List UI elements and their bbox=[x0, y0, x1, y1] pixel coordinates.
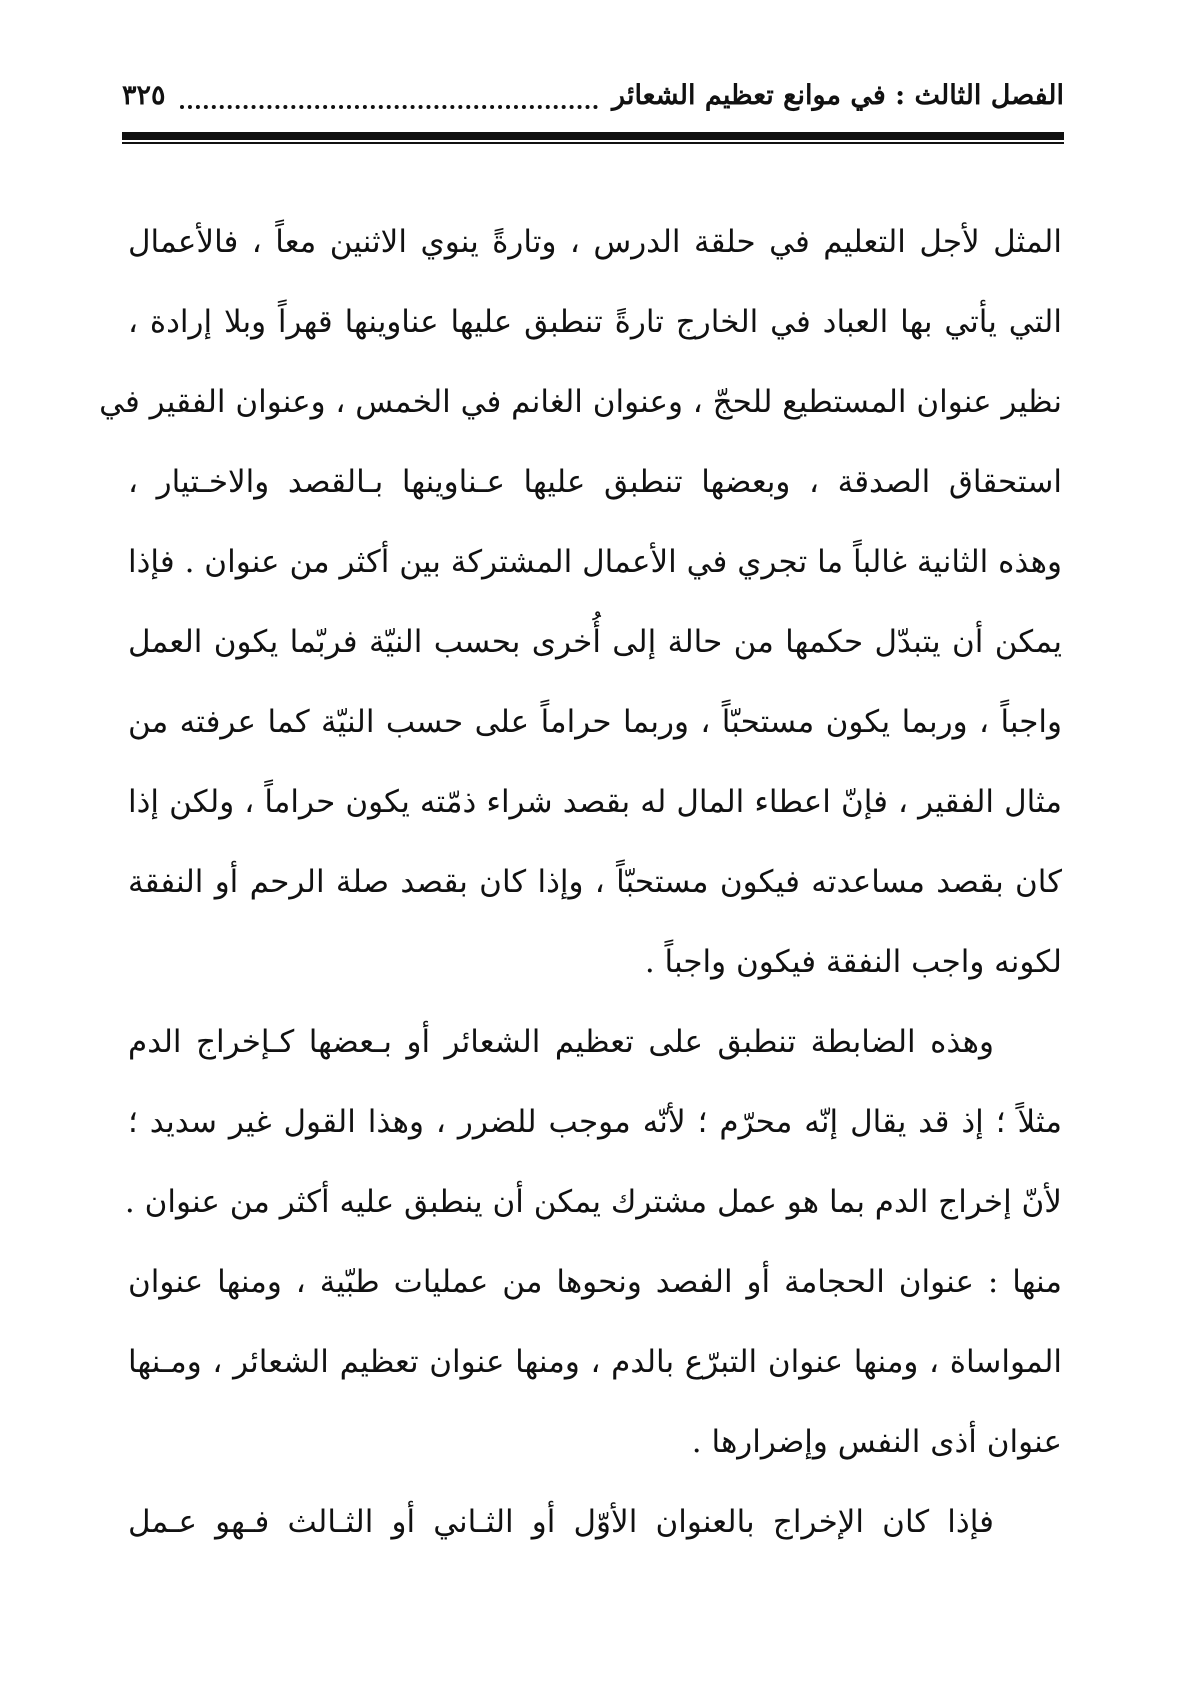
text-line: كان بقصد مساعدته فيكون مستحبّاً ، وإذا كان بقصد صلة الرحم أو النفقة bbox=[128, 864, 1062, 900]
text-line: التي يأتي بها العباد في الخارج تارةً تنطبق عليها عناوينها قهراً وبلا إرادة ، bbox=[128, 304, 1062, 340]
text-line: نظير عنوان المستطيع للحجّ ، وعنوان الغانم في الخمس ، وعنوان الفقير في bbox=[99, 384, 1062, 420]
paragraph-1 bbox=[99, 202, 1062, 1002]
text-line: عنوان أذى النفس وإضرارها . bbox=[691, 1424, 1062, 1460]
text-line: منها : عنوان الحجامة أو الفصد ونحوها من عمليات طبّية ، ومنها عنوان bbox=[128, 1264, 1062, 1300]
paragraph-3 bbox=[128, 1482, 1062, 1562]
text-line: مثلاً ؛ إذ قد يقال إنّه محرّم ؛ لأنّه موجب للضرر ، وهذا القول غير سديد ؛ bbox=[128, 1104, 1062, 1140]
text-line: يمكن أن يتبدّل حكمها من حالة إلى أُخرى بحسب النيّة فربّما يكون العمل bbox=[128, 624, 1062, 660]
dot-leader bbox=[180, 97, 599, 109]
text-line: واجباً ، وربما يكون مستحبّاً ، وربما حراماً على حسب النيّة كما عرفته من bbox=[128, 704, 1062, 740]
chapter-title: الفصل الثالث : في موانع تعظيم الشعائر bbox=[612, 79, 1064, 111]
text-line: وهذه الثانية غالباً ما تجري في الأعمال المشتركة بين أكثر من عنوان . فإذا bbox=[128, 544, 1062, 580]
text-line: المثل لأجل التعليم في حلقة الدرس ، وتارةً ينوي الاثنين معاً ، فالأعمال bbox=[128, 224, 1062, 260]
running-header bbox=[122, 70, 1064, 120]
text-line: مثال الفقير ، فإنّ اعطاء المال له بقصد شراء ذمّته يكون حراماً ، ولكن إذا bbox=[128, 784, 1062, 820]
text-line: لكونه واجب النفقة فيكون واجباً . bbox=[644, 944, 1062, 980]
text-line: وهذه الضابطة تنطبق على تعظيم الشعائر أو بـعضها كـإخراج الدم bbox=[128, 1024, 994, 1060]
text-line: فإذا كان الإخراج بالعنوان الأوّل أو الثـاني أو الثـالث فـهو عـمل bbox=[128, 1504, 994, 1540]
header-rule-thick bbox=[122, 132, 1064, 140]
text-line: استحقاق الصدقة ، وبعضها تنطبق عليها عـناوينها بـالقصد والاخـتيار ، bbox=[128, 464, 1062, 500]
paragraph-2 bbox=[124, 1002, 1062, 1482]
header-rule-thin bbox=[122, 142, 1064, 144]
page-number: ٣٢٥ bbox=[122, 79, 166, 111]
text-line: المواساة ، ومنها عنوان التبرّع بالدم ، ومنها عنوان تعظيم الشعائر ، ومـنها bbox=[128, 1344, 1062, 1380]
body-text bbox=[99, 202, 1062, 1562]
text-line: لأنّ إخراج الدم بما هو عمل مشترك يمكن أن ينطبق عليه أكثر من عنوان . bbox=[124, 1184, 1062, 1220]
